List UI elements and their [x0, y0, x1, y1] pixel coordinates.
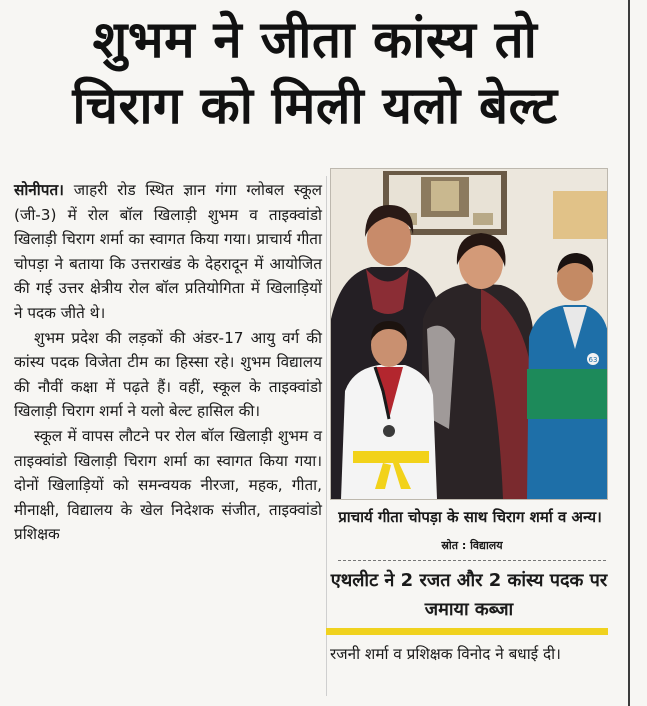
article-continuation — [330, 642, 610, 667]
news-photo — [330, 168, 608, 500]
photo-credit: स्रोत : विद्यालय — [441, 539, 503, 552]
article-paragraph-3: स्कूल में वापस लौटने पर रोल बॉल खिलाड़ी शुभम व ताइक्वांडो खिलाड़ी चिराग शर्मा का स्वागत किया गया। दोनों खिलाड़ियों को समन्वयक नीरजा, महक, गीता, मीनाक्षी, विद्यालय के खेल निदेशक संजीत, ताइक्वांडो प्रशिक्षक — [14, 426, 322, 544]
headline-line-2: चिराग को मिली यलो बेल्ट — [72, 77, 558, 136]
yellow-belt — [353, 451, 429, 463]
highlight-bar — [326, 628, 608, 635]
page-edge-rule — [628, 0, 630, 706]
dateline: सोनीपत। — [14, 181, 64, 199]
subheadline: एथलीट ने 2 रजत और 2 कांस्य पदक पर जमाया कब्जा — [330, 570, 608, 620]
headline-line-1: शुभम ने जीता कांस्य तो — [92, 11, 538, 70]
photo-caption — [336, 504, 604, 559]
article-paragraph-1 — [14, 178, 322, 326]
continuation-text: रजनी शर्मा व प्रशिक्षक विनोद ने बधाई दी। — [330, 645, 561, 663]
article-paragraph-2: शुभम प्रदेश की लड़कों की अंडर-17 आयु वर्ग की कांस्य पदक विजेता टीम का हिस्सा रहे। शुभम विद्यालय की नौवीं कक्षा में पढ़ते हैं। वहीं, स्कूल के ताइक्वांडो खिलाड़ी चिराग शर्मा ने यलो बेल्ट हासिल की। — [14, 328, 322, 421]
article-body — [14, 178, 322, 547]
photo-illustration — [331, 169, 607, 499]
headline — [10, 8, 620, 140]
column-divider — [326, 176, 327, 696]
jersey-number: 63 — [588, 356, 598, 364]
dashed-divider — [338, 560, 606, 561]
caption-text: प्राचार्य गीता चोपड़ा के साथ चिराग शर्मा व अन्य। — [338, 508, 602, 526]
paragraph-1-text: जाहरी रोड स्थित ज्ञान गंगा ग्लोबल स्कूल (जी-3) में रोल बॉल खिलाड़ी शुभम व ताइक्वांडो खिलाड़ी चिराग शर्मा का स्वागत किया गया। प्राचार्य गीता चोपड़ा ने बताया कि उत्तराखंड के देहरादून में आयोजित की गई उत्तर क्षेत्रीय रोल बॉल प्रतियोगिता में खिलाड़ियों ने पदक जीते थे। — [14, 181, 322, 322]
